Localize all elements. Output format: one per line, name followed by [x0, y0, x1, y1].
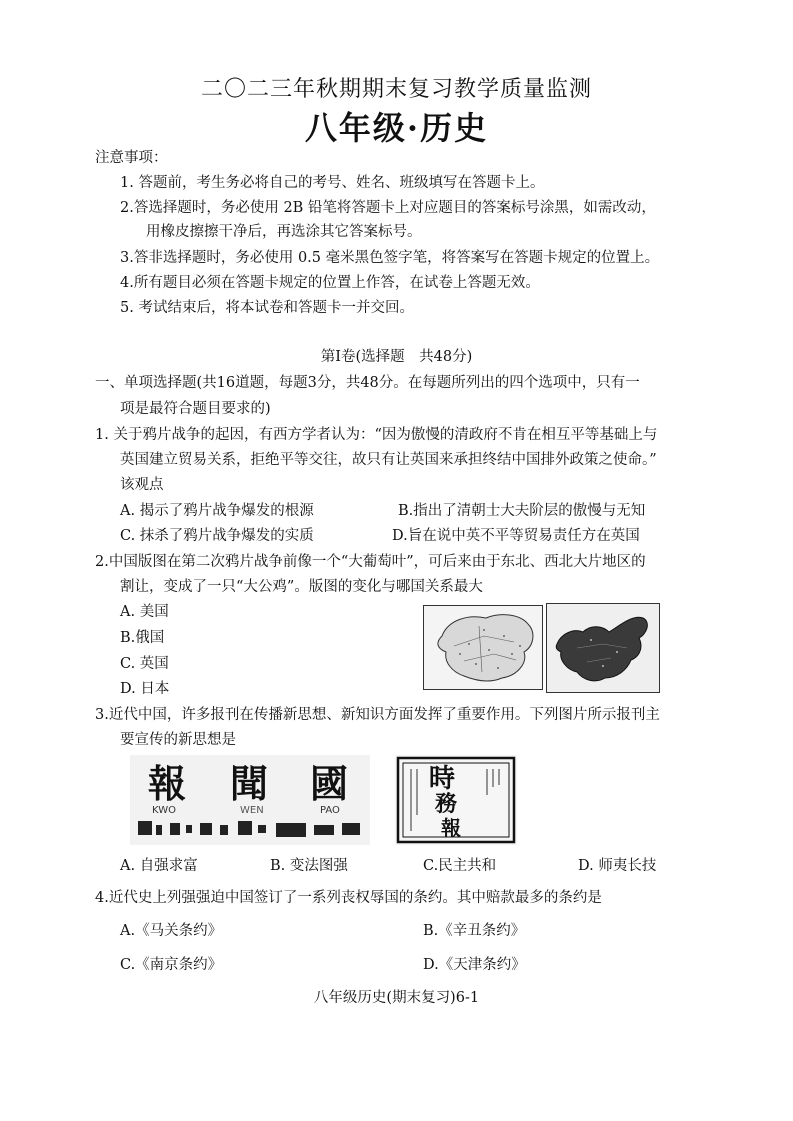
- q2-stem-cont: 割让，变成了一只“大公鸡”。版图的变化与哪国关系最大: [120, 579, 483, 595]
- exam-subtitle: 八年级·历史: [304, 109, 489, 147]
- newspaper-shiwu-bao-image: [395, 755, 517, 845]
- paper2-char-1: 時: [429, 764, 456, 794]
- page-footer: 八年级历史(期末复习)6-1: [313, 990, 480, 1006]
- q1-option-c: C. 抹杀了鸦片战争爆发的实质: [120, 528, 314, 544]
- q3-option-c: C.民主共和: [423, 858, 497, 874]
- newspaper-kwo-wen-pao-image: [130, 755, 370, 845]
- paper1-char-2: 聞: [230, 761, 269, 806]
- section-title: 第Ⅰ卷(选择题 共48分): [320, 349, 473, 365]
- q1-option-a: A. 揭示了鸦片战争爆发的根源: [120, 503, 314, 519]
- notice-item-2-cont: 用橡皮擦擦干净后，再选涂其它答案标号。: [146, 224, 422, 240]
- section-instructions: 一、单项选择题(共16道题，每题3分，共48分。在每题所列出的四个选项中，只有一: [95, 375, 640, 391]
- notice-item-1: 1. 答题前，考生务必将自己的考号、姓名、班级填写在答题卡上。: [120, 175, 545, 191]
- q2-option-c: C. 英国: [120, 656, 169, 672]
- q3-stem-cont: 要宣传的新思想是: [120, 732, 236, 748]
- q3-option-d: D. 师夷长技: [578, 858, 657, 874]
- notice-heading: 注意事项：: [95, 150, 168, 166]
- section-instructions-cont: 项是最符合题目要求的): [120, 401, 271, 417]
- q1-stem-cont: 英国建立贸易关系，拒绝平等交往，故只有让英国来承担终结中国排外政策之使命。”: [120, 452, 657, 468]
- q1-stem: 1. 关于鸦片战争的起因，有西方学者认为：“因为傲慢的清政府不肯在相互平等基础上与: [95, 427, 658, 443]
- q4-option-b: B.《辛丑条约》: [423, 923, 526, 939]
- paper1-char-1: 報: [148, 761, 187, 806]
- q2-option-b: B.俄国: [120, 630, 165, 646]
- paper1-roman-2: WEN: [240, 805, 264, 816]
- q3-stem: 3.近代中国，许多报刊在传播新思想、新知识方面发挥了重要作用。下列图片所示报刊主: [95, 707, 660, 723]
- notice-item-3: 3.答非选择题时，务必使用 0.5 毫米黑色签字笔，将答案写在答题卡规定的位置上。: [120, 250, 660, 266]
- paper2-char-3: 報: [441, 816, 461, 840]
- q4-stem: 4.近代史上列强强迫中国签订了一系列丧权辱国的条约。其中赔款最多的条约是: [95, 890, 602, 906]
- q2-option-d: D. 日本: [120, 681, 170, 697]
- q4-option-c: C.《南京条约》: [120, 957, 223, 973]
- q2-option-a: A. 美国: [120, 604, 169, 620]
- paper1-roman-3: PAO: [320, 805, 340, 816]
- paper2-char-2: 務: [435, 791, 458, 817]
- q4-option-d: D.《天津条约》: [423, 957, 526, 973]
- q3-option-b: B. 变法图强: [270, 858, 348, 874]
- q2-stem: 2.中国版图在第二次鸦片战争前像一个“大葡萄叶”，可后来由于东北、西北大片地区的: [95, 554, 646, 570]
- notice-item-4: 4.所有题目必须在答题卡规定的位置上作答，在试卷上答题无效。: [120, 275, 540, 291]
- map-grape-leaf-image: [423, 605, 543, 690]
- notice-item-5: 5. 考试结束后，将本试卷和答题卡一并交回。: [120, 300, 414, 316]
- paper1-char-3: 國: [310, 761, 349, 806]
- q1-stem-end: 该观点: [120, 477, 164, 493]
- q4-option-a: A.《马关条约》: [120, 923, 223, 939]
- paper1-roman-1: KWO: [152, 805, 176, 816]
- map-rooster-image: [546, 603, 660, 693]
- q3-option-a: A. 自强求富: [120, 858, 198, 874]
- q1-option-b: B.指出了清朝士大夫阶层的傲慢与无知: [398, 503, 646, 519]
- q1-option-d: D.旨在说中英不平等贸易责任方在英国: [392, 528, 640, 544]
- exam-title: 二〇二三年秋期期末复习教学质量监测: [200, 77, 592, 102]
- notice-item-2: 2.答选择题时，务必使用 2B 铅笔将答题卡上对应题目的答案标号涂黑，如需改动，: [120, 200, 656, 216]
